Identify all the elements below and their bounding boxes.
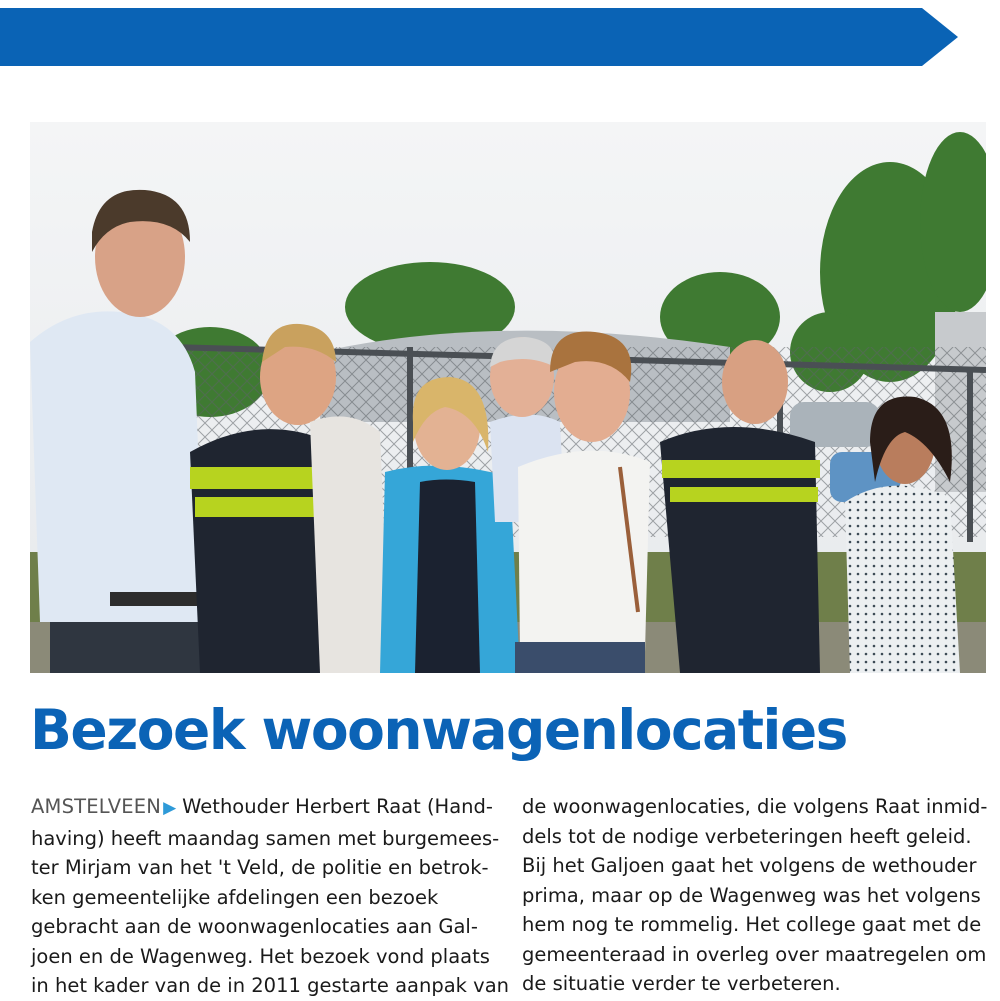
article-line: de woonwagenlocaties, die volgens Raat inmid-: [522, 795, 988, 818]
article-line: hem nog te rommelig. Het college gaat met de: [522, 913, 982, 936]
dateline: AMSTELVEEN: [31, 795, 162, 818]
article-line: Bij het Galjoen gaat het volgens de wethouder: [522, 854, 977, 877]
article-headline: Bezoek woonwagenlocaties: [30, 698, 847, 762]
article-line: joen en de Wagenweg. Het bezoek vond plaats: [31, 944, 490, 968]
article-line: prima, maar op de Wagenweg was het volgens: [522, 883, 981, 907]
article-text: Wethouder Herbert Raat (Hand-: [182, 795, 493, 818]
article-column-2: [522, 792, 988, 999]
article-line: ken gemeentelijke afdelingen een bezoek: [31, 885, 439, 909]
article-line: in het kader van de in 2011 gestarte aanpak van: [31, 974, 509, 997]
article-line: de situatie verder te verbeteren.: [522, 972, 841, 995]
header-banner: [0, 8, 958, 66]
person-white-lace: [310, 416, 390, 673]
dateline-arrow-icon: ▶: [163, 798, 177, 818]
article-line: having) heeft maandag samen met burgemees-: [31, 826, 500, 850]
article-photo: [30, 122, 986, 673]
article-line: ter Mirjam van het 't Veld, de politie en betrok-: [31, 856, 489, 879]
article-line: gebracht aan de woonwagenlocaties aan Gal-: [31, 915, 478, 938]
article-line: dels tot de nodige verbeteringen heeft geleid.: [522, 824, 972, 848]
article-line: gemeenteraad in overleg over maatregelen om: [522, 942, 987, 966]
article-line: [31, 792, 491, 824]
article-column-1: [31, 792, 509, 1001]
banner-arrow-shape: [0, 8, 958, 66]
